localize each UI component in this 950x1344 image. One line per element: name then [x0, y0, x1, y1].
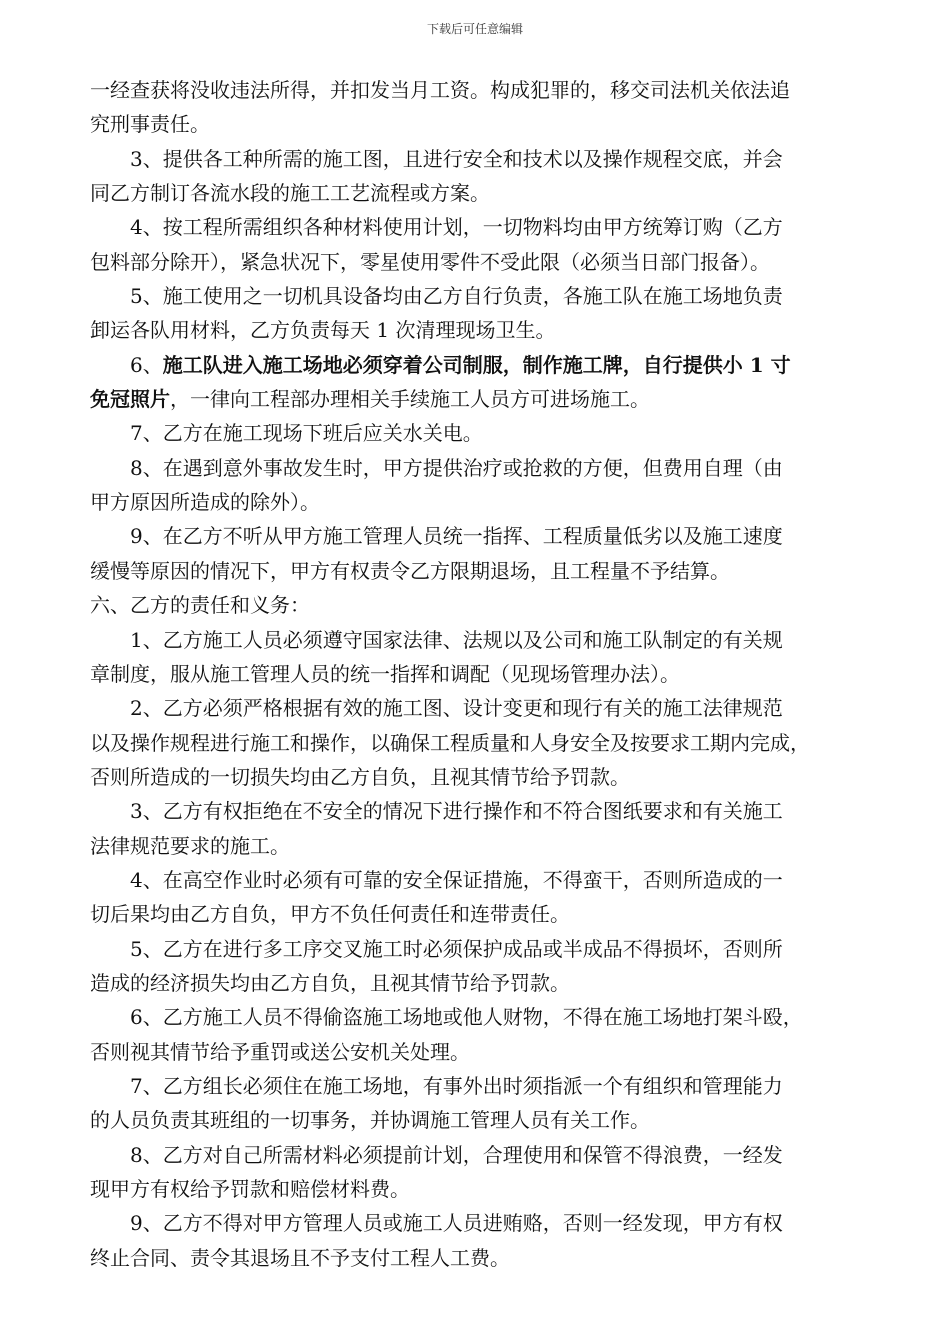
- text-line: [90, 1069, 880, 1103]
- line-text: 包料部分除开），紧急状况下，零星使用零件不受此限（必须当日部门报备）。: [90, 249, 770, 274]
- line-text: 8、乙方对自己所需材料必须提前计划，合理使用和保管不得浪费，一经发: [130, 1142, 783, 1167]
- text-line: [90, 1000, 880, 1034]
- line-text: 的人员负责其班组的一切事务，并协调施工管理人员有关工作。: [90, 1108, 650, 1133]
- page-header: 下载后可任意编辑: [426, 22, 523, 36]
- line-text: 以及操作规程进行施工和操作，以确保工程质量和人身安全及按要求工期内完成，: [90, 730, 810, 755]
- text-line: [90, 416, 880, 450]
- line-text: 1、乙方施工人员必须遵守国家法律、法规以及公司和施工队制定的有关规: [130, 627, 783, 652]
- text-line: [90, 485, 880, 519]
- text-line: [90, 210, 880, 244]
- text-line: [90, 142, 880, 176]
- text-line: [90, 1138, 880, 1172]
- text-line: [90, 863, 880, 897]
- line-text: ，一律向工程部办理相关手续施工人员方可进场施工。: [170, 387, 650, 412]
- line-text: 缓慢等原因的情况下，甲方有权责令乙方限期退场，且工程量不予结算。: [90, 558, 730, 583]
- text-line: [90, 382, 880, 416]
- line-text: 3、乙方有权拒绝在不安全的情况下进行操作和不符合图纸要求和有关施工: [130, 799, 783, 824]
- text-line: [90, 1103, 880, 1137]
- line-text: 切后果均由乙方自负，甲方不负任何责任和连带责任。: [90, 902, 570, 927]
- line-text: 现甲方有权给予罚款和赔偿材料费。: [90, 1177, 410, 1201]
- text-line: [90, 966, 880, 1000]
- line-text: 终止合同、责令其退场且不予支付工程人工费。: [90, 1245, 510, 1270]
- line-text: 同乙方制订各流水段的施工工艺流程或方案。: [90, 181, 490, 206]
- line-text: 法律规范要求的施工。: [90, 833, 290, 858]
- line-text: 6、: [130, 352, 163, 377]
- line-text: 六、乙方的责任和义务：: [90, 593, 310, 618]
- text-line: [90, 726, 880, 760]
- text-line: [90, 107, 880, 141]
- line-text: 6、乙方施工人员不得偷盗施工场地或他人财物，不得在施工场地打架斗殴，: [130, 1005, 803, 1030]
- line-text: 4、按工程所需组织各种材料使用计划，一切物料均由甲方统筹订购（乙方: [130, 215, 783, 240]
- text-line: [90, 623, 880, 657]
- line-text: 章制度，服从施工管理人员的统一指挥和调配（见现场管理办法）。: [90, 661, 680, 686]
- text-line: [90, 176, 880, 210]
- line-text: 造成的经济损失均由乙方自负，且视其情节给予罚款。: [90, 970, 570, 995]
- text-line: [90, 348, 880, 382]
- line-text: 甲方原因所造成的除外）。: [90, 490, 320, 515]
- text-line: [90, 1241, 880, 1275]
- text-line: [90, 588, 880, 622]
- text-line: [90, 1206, 880, 1240]
- document-body: [90, 73, 880, 1275]
- text-line: [90, 451, 880, 485]
- text-line: [90, 279, 880, 313]
- text-line: [90, 829, 880, 863]
- line-text: 3、提供各工种所需的施工图，且进行安全和技术以及操作规程交底，并会: [130, 146, 783, 171]
- text-line: [90, 691, 880, 725]
- text-line: [90, 794, 880, 828]
- line-text: 5、施工使用之一切机具设备均由乙方自行负责，各施工队在施工场地负责: [130, 284, 783, 309]
- line-text: 否则所造成的一切损失均由乙方自负，且视其情节给予罚款。: [90, 764, 630, 789]
- text-line: [90, 760, 880, 794]
- bold-text: 施工队进入施工场地必须穿着公司制服，制作施工牌，自行提供小 1 寸: [162, 352, 791, 377]
- text-line: [90, 1035, 880, 1069]
- bold-text: 免冠照片: [90, 387, 170, 412]
- text-line: [90, 932, 880, 966]
- line-text: 4、在高空作业时必须有可靠的安全保证措施，不得蛮干，否则所造成的一: [130, 867, 783, 892]
- line-text: 5、乙方在进行多工序交叉施工时必须保护成品或半成品不得损坏，否则所: [130, 936, 783, 961]
- line-text: 9、在乙方不听从甲方施工管理人员统一指挥、工程质量低劣以及施工速度: [130, 524, 783, 549]
- line-text: 8、在遇到意外事故发生时，甲方提供治疗或抢救的方便，但费用自理（由: [130, 455, 783, 480]
- line-text: 2、乙方必须严格根据有效的施工图、设计变更和现行有关的施工法律规范: [130, 696, 783, 721]
- text-line: [90, 73, 880, 107]
- text-line: [90, 1172, 880, 1206]
- text-line: [90, 313, 880, 347]
- text-line: [90, 657, 880, 691]
- line-text: 7、乙方组长必须住在施工场地，有事外出时须指派一个有组织和管理能力: [130, 1073, 783, 1098]
- text-line: [90, 554, 880, 588]
- line-text: 7、乙方在施工现场下班后应关水关电。: [130, 421, 483, 446]
- line-text: 卸运各队用材料，乙方负责每天 1 次清理现场卫生。: [90, 318, 556, 343]
- line-text: 9、乙方不得对甲方管理人员或施工人员进贿赂，否则一经发现，甲方有权: [130, 1211, 783, 1236]
- text-line: [90, 897, 880, 931]
- text-line: [90, 245, 880, 279]
- line-text: 否则视其情节给予重罚或送公安机关处理。: [90, 1039, 470, 1064]
- text-line: [90, 519, 880, 553]
- line-text: 一经查获将没收违法所得，并扣发当月工资。构成犯罪的，移交司法机关依法追: [90, 78, 790, 102]
- line-text: 究刑事责任。: [90, 112, 210, 137]
